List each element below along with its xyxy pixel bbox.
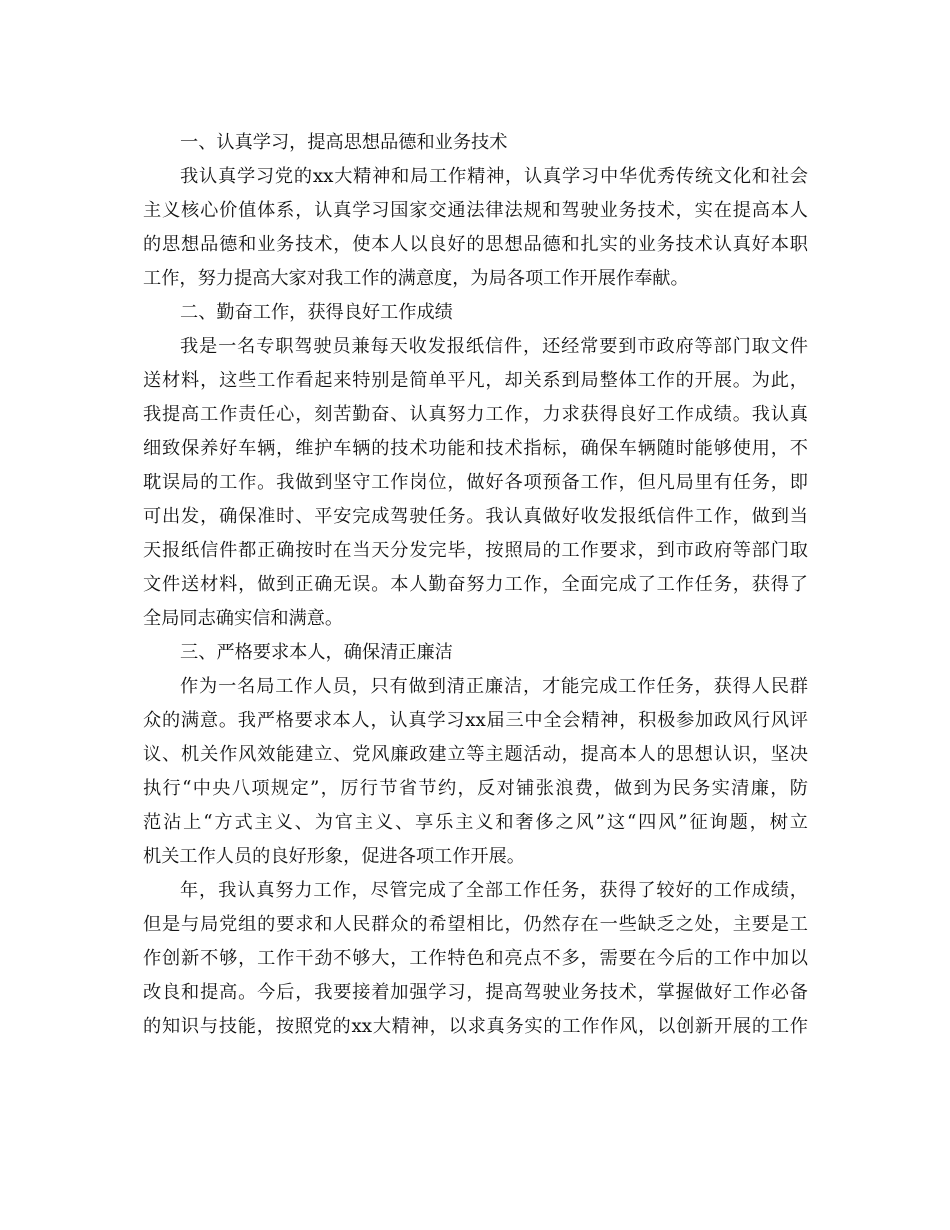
paragraph-line: 的知识与技能，按照党的xx大精神，以求真务实的工作作风，以创新开展的工作 xyxy=(143,1016,808,1037)
paragraph-line: 可出发，确保准时、平安完成驾驶任务。我认真做好收发报纸信件工作，做到当 xyxy=(143,506,808,527)
paragraph-line: 执行“中央八项规定”，厉行节省节约，反对铺张浪费，做到为民务实清廉，防 xyxy=(143,778,808,799)
paragraph-line: 我是一名专职驾驶员兼每天收发报纸信件，还经常要到市政府等部门取文件 xyxy=(180,336,808,357)
document-body xyxy=(143,126,808,1044)
paragraph-line: 机关工作人员的良好形象，促进各项工作开展。 xyxy=(143,846,525,867)
paragraph-line: 改良和提高。今后，我要接着加强学习，提高驾驶业务技术，掌握做好工作必备 xyxy=(143,982,808,1003)
paragraph-line: 细致保养好车辆，维护车辆的技术功能和技术指标，确保车辆随时能够使用，不 xyxy=(143,438,808,459)
paragraph-line: 送材料，这些工作看起来特别是简单平凡，却关系到局整体工作的开展。为此， xyxy=(143,370,808,391)
paragraph-line: 天报纸信件都正确按时在当天分发完毕，按照局的工作要求，到市政府等部门取 xyxy=(143,540,808,561)
section-heading: 一、认真学习，提高思想品德和业务技术 xyxy=(180,132,508,153)
paragraph-line: 文件送材料，做到正确无误。本人勤奋努力工作，全面完成了工作任务，获得了 xyxy=(143,574,808,595)
paragraph-line: 耽误局的工作。我做到坚守工作岗位，做好各项预备工作，但凡局里有任务，即 xyxy=(143,472,808,493)
paragraph-line: 我提高工作责任心，刻苦勤奋、认真努力工作，力求获得良好工作成绩。我认真 xyxy=(143,404,808,425)
paragraph-line: 范沾上“方式主义、为官主义、享乐主义和奢侈之风”这“四风”征询题，树立 xyxy=(143,812,808,833)
paragraph-line: 全局同志确实信和满意。 xyxy=(143,608,344,629)
paragraph-line: 作为一名局工作人员，只有做到清正廉洁，才能完成工作任务，获得人民群 xyxy=(180,676,808,697)
paragraph-line: 众的满意。我严格要求本人，认真学习xx届三中全会精神，积极参加政风行风评 xyxy=(143,710,808,731)
paragraph-line: 我认真学习党的xx大精神和局工作精神，认真学习中华优秀传统文化和社会 xyxy=(180,166,808,187)
paragraph-line: 的思想品德和业务技术，使本人以良好的思想品德和扎实的业务技术认真好本职 xyxy=(143,234,808,255)
paragraph-line: 但是与局党组的要求和人民群众的希望相比，仍然存在一些缺乏之处，主要是工 xyxy=(143,914,808,935)
paragraph-line: 主义核心价值体系，认真学习国家交通法律法规和驾驶业务技术，实在提高本人 xyxy=(143,200,808,221)
section-heading: 二、勤奋工作，获得良好工作成绩 xyxy=(180,302,453,323)
section-heading: 三、严格要求本人，确保清正廉洁 xyxy=(180,642,453,663)
paragraph-line: 作创新不够，工作干劲不够大，工作特色和亮点不多，需要在今后的工作中加以 xyxy=(143,948,808,969)
paragraph-line: 议、机关作风效能建立、党风廉政建立等主题活动，提高本人的思想认识，坚决 xyxy=(143,744,808,765)
paragraph-line: 年，我认真努力工作，尽管完成了全部工作任务，获得了较好的工作成绩， xyxy=(180,880,808,901)
paragraph-line: 工作，努力提高大家对我工作的满意度，为局各项工作开展作奉献。 xyxy=(143,268,689,289)
